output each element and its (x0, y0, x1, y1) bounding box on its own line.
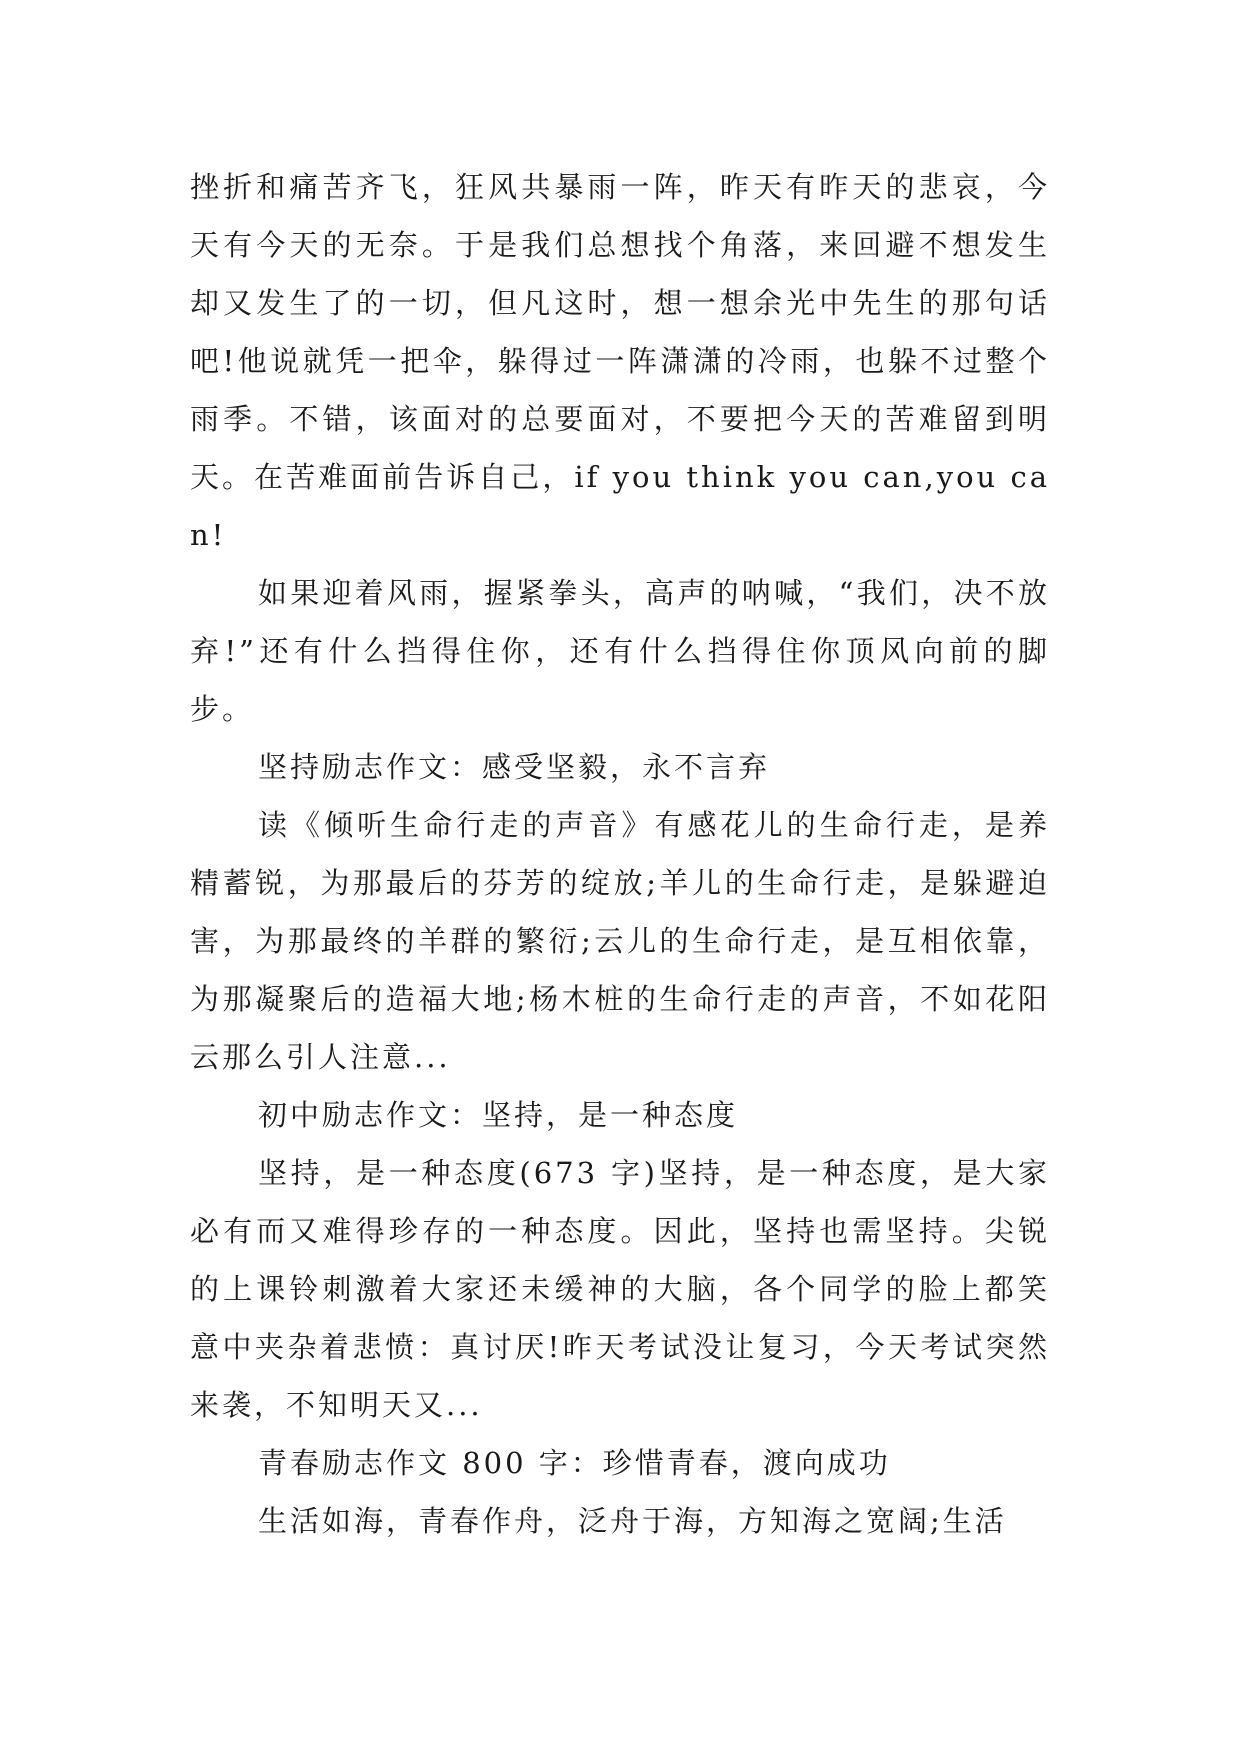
section-heading-2: 初中励志作文：坚持，是一种态度 (258, 1098, 739, 1132)
paragraph-5: 生活如海，青春作舟，泛舟于海，方知海之宽阔;生活 (258, 1504, 1007, 1538)
section-heading-1: 坚持励志作文：感受坚毅，永不言弃 (258, 750, 771, 784)
paragraph-3: 读《倾听生命行走的声音》有感花儿的生命行走，是养精蓄锐，为那最后的芬芳的绽放;羊儿的生命行走，是躲避迫害，为那最终的羊群的繁衍;云儿的生命行走，是互相依靠，为那凝聚后的造福大地;杨木桩的生命行走的声音，不如花阳云那么引人注意... (190, 808, 1050, 1074)
paragraph-1: 挫折和痛苦齐飞，狂风共暴雨一阵，昨天有昨天的悲哀，今天有今天的无奈。于是我们总想找个角落，来回避不想发生却又发生了的一切，但凡这时，想一想余光中先生的那句话吧!他说就凭一把伞，躲得过一阵潇潇的冷雨，也躲不过整个雨季。不错，该面对的总要面对，不要把今天的苦难留到明天。在苦难面前告诉自己，if you think you can,you can! (190, 170, 1050, 552)
paragraph-2: 如果迎着风雨，握紧拳头，高声的呐喊，“我们，决不放弃!”还有什么挡得住你，还有什么挡得住你顶风向前的脚步。 (190, 576, 1050, 726)
paragraph-4: 坚持，是一种态度(673 字)坚持，是一种态度，是大家必有而又难得珍存的一种态度。因此，坚持也需坚持。尖锐的上课铃刺激着大家还未缓神的大脑，各个同学的脸上都笑意中夹杂着悲愤：真讨厌!昨天考试没让复习，今天考试突然来袭，不知明天又... (190, 1156, 1050, 1422)
section-heading-3: 青春励志作文 800 字：珍惜青春，渡向成功 (258, 1446, 891, 1480)
document-body (190, 158, 1050, 1550)
